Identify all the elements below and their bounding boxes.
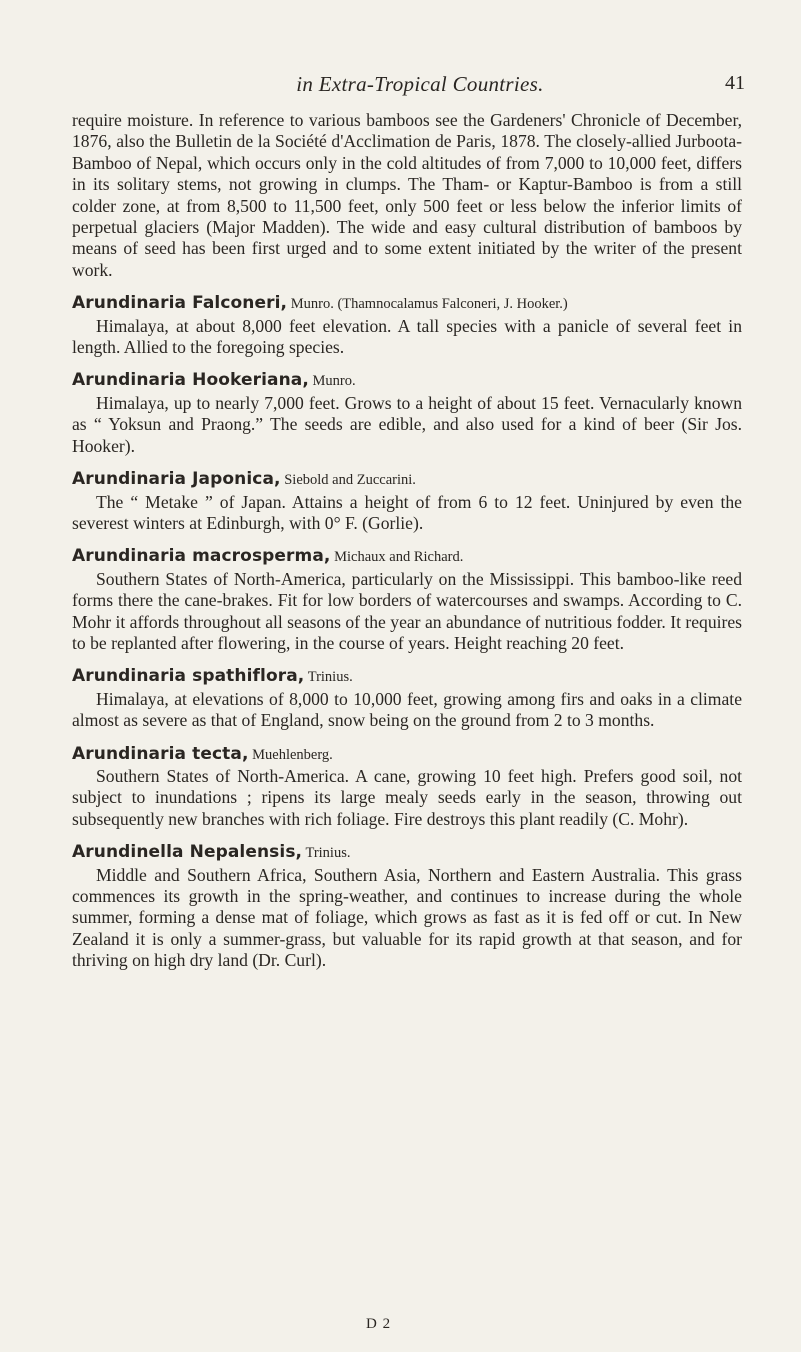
entry-arundinaria-hookeriana: [72, 369, 742, 457]
page-number: 41: [725, 72, 745, 94]
species-authority: Siebold and Zuccarini.: [280, 472, 416, 489]
entry-arundinaria-macrosperma: [72, 545, 742, 654]
entry-heading: [72, 369, 742, 392]
entry-heading: [72, 292, 742, 315]
species-name: Arundinaria tecta,: [72, 743, 249, 764]
species-name: Arundinaria macrosperma,: [72, 546, 331, 567]
species-name: Arundinella Nepalensis,: [72, 842, 303, 863]
species-authority: Munro.: [308, 373, 356, 390]
page-body: [72, 110, 742, 972]
entry-heading: [72, 468, 742, 491]
entry-arundinaria-falconeri: [72, 292, 742, 358]
running-header: in Extra-Tropical Countries.: [296, 72, 544, 96]
species-description: Middle and Southern Africa, Southern Asia, Northern and Eastern Australia. This grass commences its growth in the spring-weather, and continues to increase during the whole summer, forming a dense mat of foliage, which grows as fast as it is fed off or cut. In New Zealand it is only a summer-grass, but valuable for its rapid growth at that season, and for thriving on high dry land (Dr. Curl).: [72, 864, 742, 971]
entry-arundinaria-spathiflora: [72, 665, 742, 731]
signature-mark: D 2: [366, 1316, 392, 1332]
entry-arundinella-nepalensis: [72, 841, 742, 971]
species-name: Arundinaria Hookeriana,: [72, 370, 309, 391]
species-description: The “ Metake ” of Japan. Attains a height of from 6 to 12 feet. Uninjured by even the severest winters at Edinburgh, with 0° F. (Gorlie).: [72, 491, 742, 533]
species-authority: Trinius.: [302, 845, 351, 862]
species-description: Southern States of North-America, particularly on the Mississippi. This bamboo-like reed forms there the cane-brakes. Fit for low borders of watercourses and swamps. According to C. Mohr it affords throughout all seasons of the year an abundance of nutritious fodder. It requires to be replanted after flowering, in the course of years. Height reaching 20 feet.: [72, 568, 743, 653]
entry-heading: [72, 841, 742, 864]
species-name: Arundinaria Japonica,: [72, 469, 281, 490]
species-description: Himalaya, at about 8,000 feet elevation. A tall species with a panicle of several feet in length. Allied to the foregoing species.: [72, 315, 742, 358]
species-authority: Trinius.: [304, 669, 353, 686]
entry-heading: [72, 545, 742, 568]
species-name: Arundinaria spathiflora,: [72, 666, 305, 687]
species-authority: Munro. (Thamnocalamus Falconeri, J. Hooker.): [287, 296, 568, 313]
entry-arundinaria-tecta: [72, 743, 742, 831]
species-authority: Michaux and Richard.: [330, 549, 464, 566]
entry-heading: [72, 665, 742, 688]
species-description: Southern States of North-America. A cane, growing 10 feet high. Prefers good soil, not subject to inundations ; ripens its large mealy seeds early in the season, throwing out subsequently new branches with rich foliage. Fire destroys this plant readily (C. Mohr).: [72, 765, 742, 829]
entry-heading: [72, 743, 742, 766]
species-description: Himalaya, up to nearly 7,000 feet. Grows to a height of about 15 feet. Vernacularly known as “ Yoksun and Praong.” The seeds are edible, and also used for a kind of beer (Sir Jos. Hooker).: [72, 392, 742, 456]
species-authority: Muehlenberg.: [248, 746, 333, 763]
entry-arundinaria-japonica: [72, 468, 742, 534]
species-name: Arundinaria Falconeri,: [72, 293, 288, 314]
species-description: Himalaya, at elevations of 8,000 to 10,000 feet, growing among firs and oaks in a climate almost as severe as that of England, snow being on the ground from 2 to 3 months.: [72, 688, 742, 731]
intro-paragraph: require moisture. In reference to various bamboos see the Gardeners' Chronicle of December, 1876, also the Bulletin de la Société d'Acclimation de Paris, 1878. The closely-allied Jurboota-Bamboo of Nepal, which occurs only in the cold altitudes of from 7,000 to 10,000 feet, differs in its solitary stems, not growing in clumps. The Tham- or Kaptur-Bamboo is from a still colder zone, at from 8,500 to 11,500 feet, only 500 feet or less below the inferior limits of perpetual glaciers (Major Madden). The wide and easy cultural distribution of bamboos by means of seed has been first urged and to some extent initiated by the writer of the present work.: [72, 110, 742, 280]
